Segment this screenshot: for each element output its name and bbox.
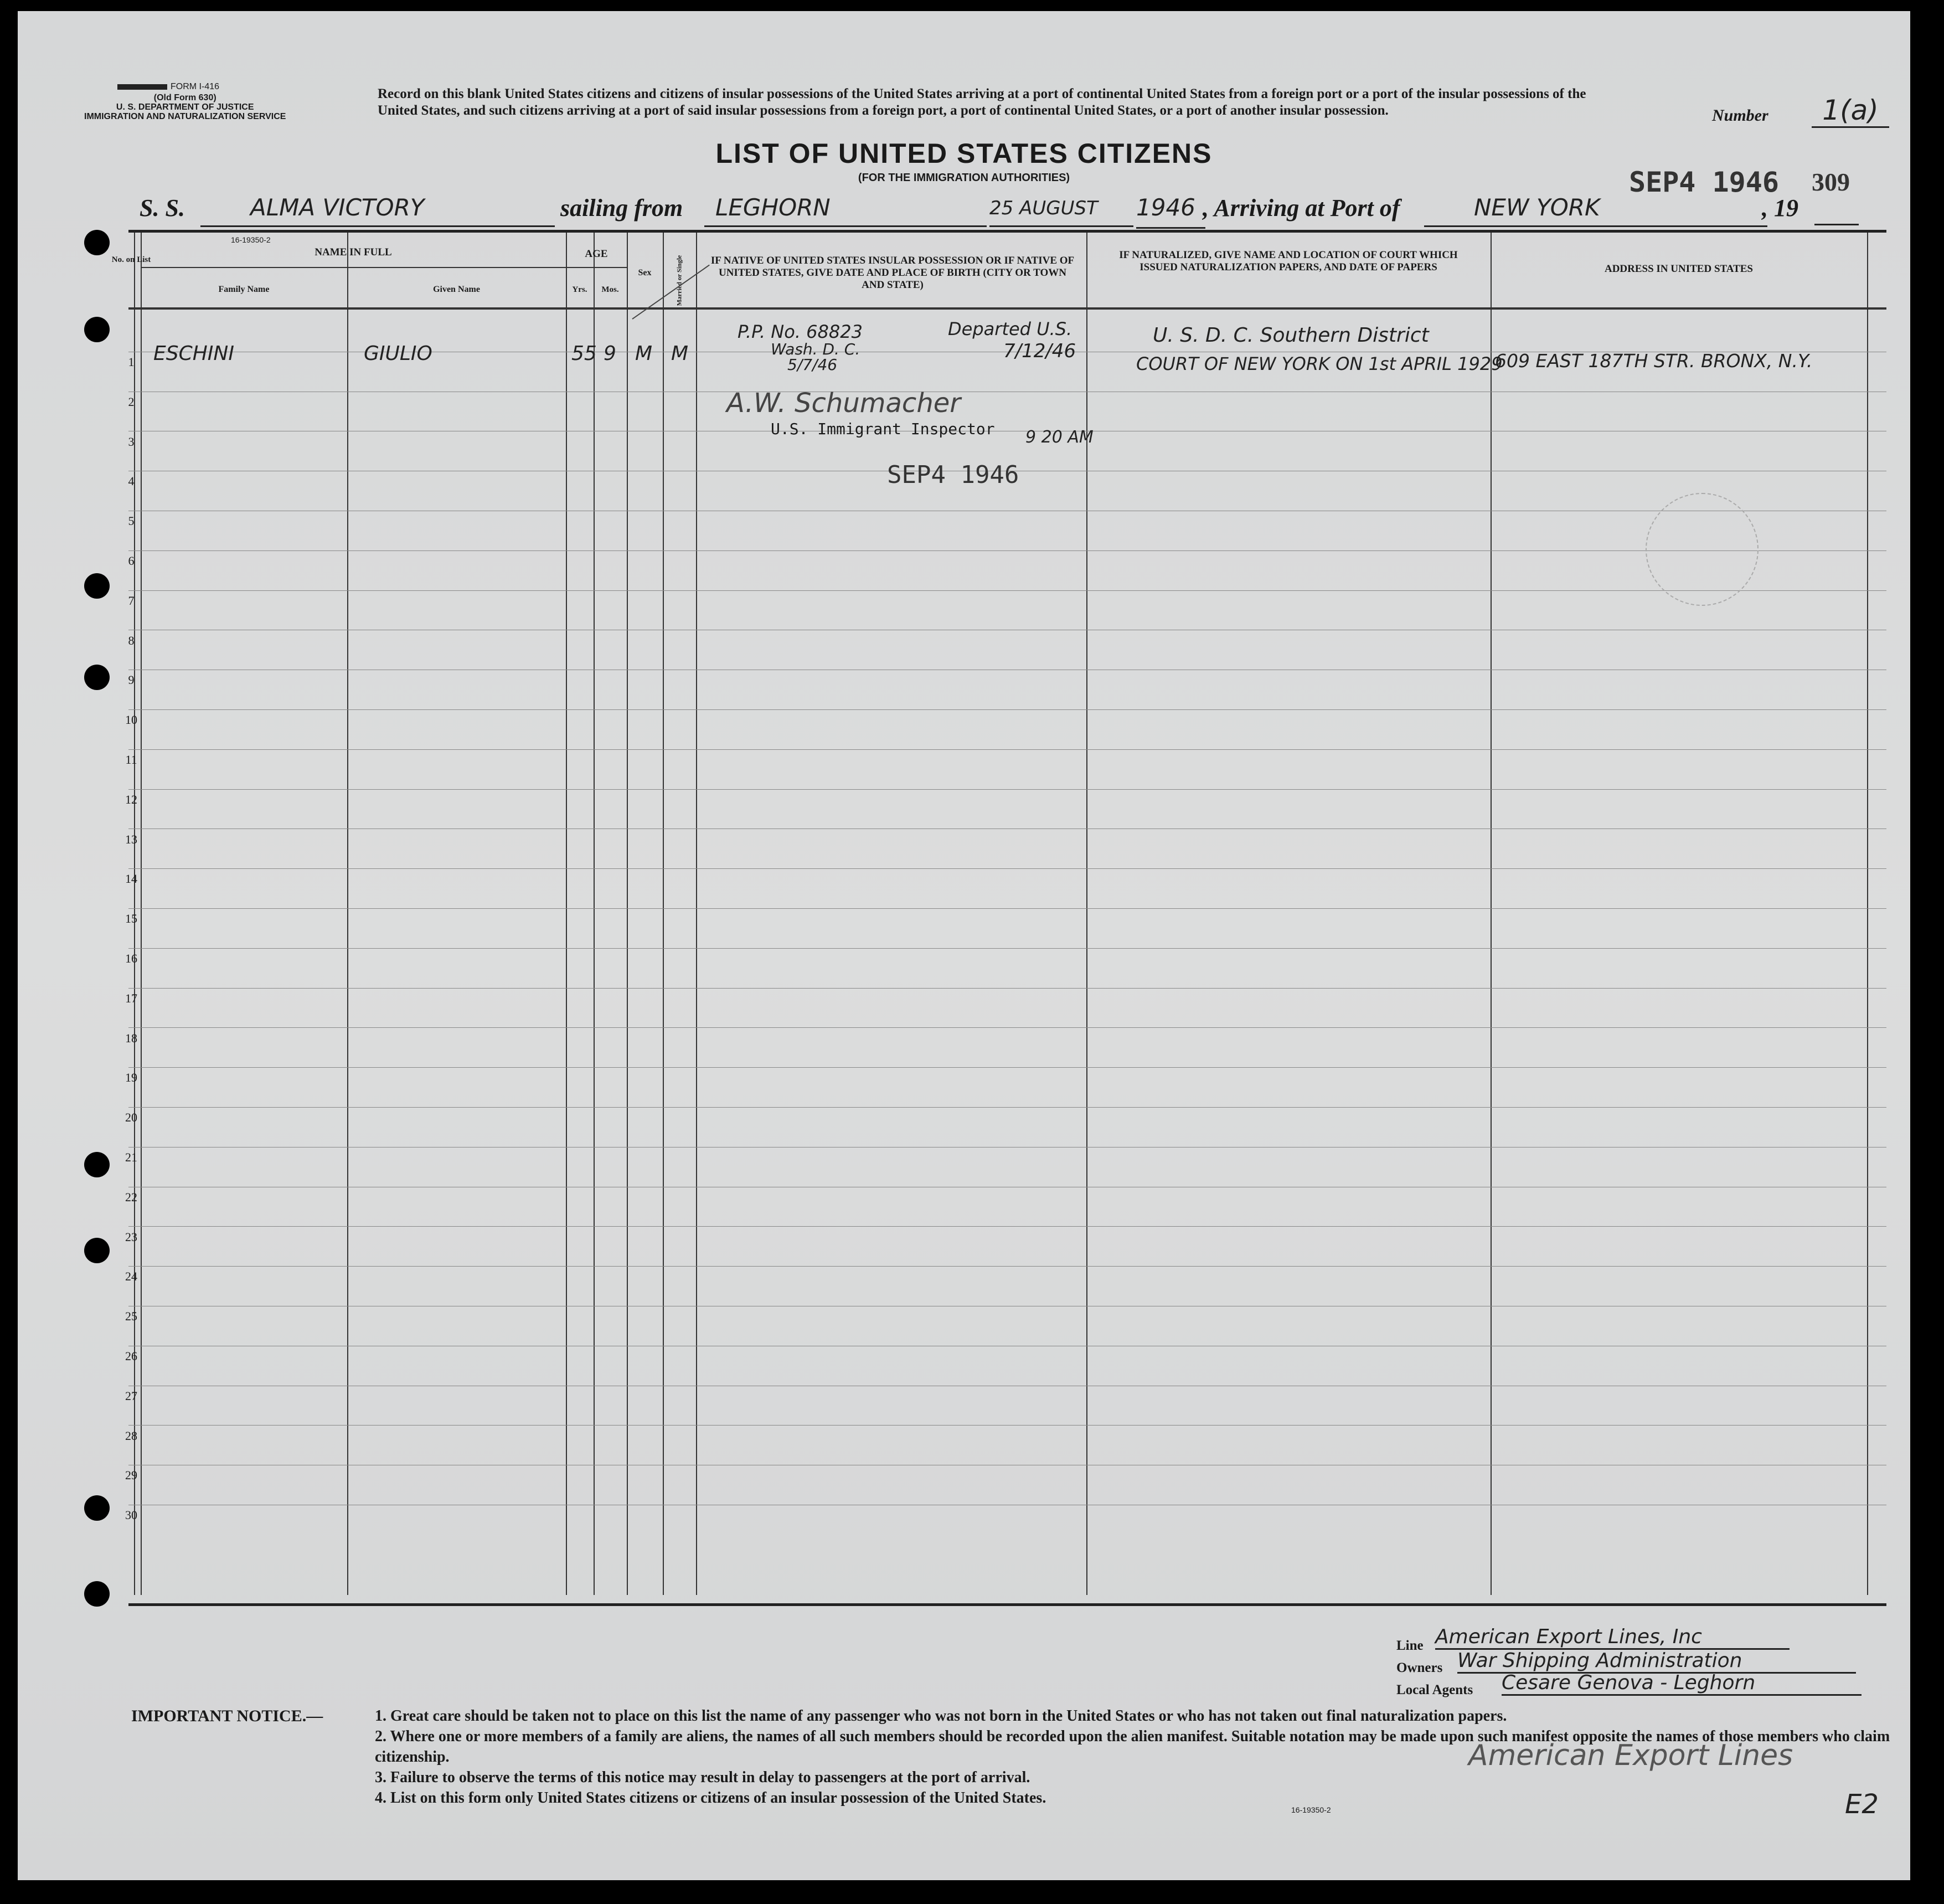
header-sex: Sex	[638, 268, 652, 277]
dept-line1: U. S. DEPARTMENT OF JUSTICE	[116, 102, 254, 112]
header-naturalized: IF NATURALIZED, GIVE NAME AND LOCATION OF COURT WHICH ISSUED NATURALIZATION PAPERS, AND DATE OF PAPERS	[1119, 249, 1458, 273]
row-number: 25	[125, 1309, 137, 1324]
arrival-port: NEW YORK	[1424, 194, 1767, 227]
row-number: 13	[125, 832, 137, 846]
row-number: 26	[125, 1349, 137, 1363]
redaction-bar	[117, 84, 167, 90]
notice-label: IMPORTANT NOTICE.—	[131, 1707, 323, 1725]
notice-item: 4. List on this form only United States citizens or citizens of an insular possession of the United States.	[375, 1789, 1046, 1807]
manifest-page	[18, 11, 1910, 1880]
row-number: 22	[125, 1190, 137, 1204]
header-no: No. on List	[111, 255, 151, 264]
sailing-year: 1946	[1136, 194, 1205, 229]
notice-item: 3. Failure to observe the terms of this notice may result in delay to passengers at the port of arrival.	[375, 1769, 1030, 1786]
arrival-year-label: , 19	[1762, 194, 1798, 222]
entry-court: U. S. D. C. Southern District	[1153, 324, 1429, 347]
table-row	[128, 1266, 1886, 1267]
sailing-label: sailing from	[560, 194, 683, 222]
row-number: 19	[125, 1071, 137, 1085]
row-number: 16	[125, 951, 137, 965]
passenger-table	[128, 230, 1886, 1606]
faint-seal	[1646, 493, 1759, 606]
row-number: 21	[125, 1150, 137, 1164]
entry-married: M	[671, 342, 689, 365]
inspector-signature: A.W. Schumacher	[726, 388, 961, 419]
binder-hole	[84, 665, 110, 690]
table-row	[128, 908, 1886, 909]
row-number: 20	[125, 1110, 137, 1125]
table-row	[128, 988, 1886, 989]
row-number: 24	[125, 1269, 137, 1284]
row-number: 4	[128, 474, 135, 488]
sailing-date: 25 AUGUST	[989, 194, 1133, 227]
footer-print-code: 16-19350-2	[1291, 1805, 1331, 1814]
table-print-code: 16-19350-2	[231, 235, 271, 244]
row-number: 23	[125, 1229, 137, 1244]
row-number: 18	[125, 1031, 137, 1045]
table-row	[128, 789, 1886, 790]
header-family: Family Name	[218, 285, 270, 294]
table-row	[128, 1067, 1886, 1068]
age-header-split	[566, 267, 627, 268]
instructions: Record on this blank United States citizens and citizens of insular possessions of the United States arriving at a port of continental United States from a foreign port or a port of the insular possessions of the United States, and such citizens arriving at a port of said insular possessions from a foreign port, a port of continental United States, or a port of another insular possession.	[378, 86, 1586, 118]
arriving-label: , Arriving at Port of	[1203, 194, 1400, 222]
entry-given-name: GIULIO	[364, 342, 432, 365]
row-number: 28	[125, 1428, 137, 1443]
binder-hole	[84, 573, 110, 599]
binder-hole	[84, 1152, 110, 1177]
entry-sex: M	[635, 342, 653, 365]
notice-item: 1. Great care should be taken not to place on this list the name of any passenger who was not born in the United States or who has not taken out final naturalization papers.	[375, 1707, 1507, 1725]
col-line	[663, 233, 664, 1595]
row-number: 1	[128, 355, 135, 369]
table-row	[128, 709, 1886, 710]
row-number: 29	[125, 1468, 137, 1483]
table-row	[128, 948, 1886, 949]
old-form: (Old Form 630)	[153, 93, 216, 102]
table-row	[128, 1226, 1886, 1227]
table-row	[128, 868, 1886, 869]
notice-item: 2. Where one or more members of a family are aliens, the names of all such members should be recorded upon the alien manifest. Suitable notation may be made upon such manifest opposite the names of those members who claim citizenship.	[375, 1728, 1890, 1766]
row-number: 27	[125, 1388, 137, 1403]
header-given: Given Name	[433, 285, 480, 294]
row-number: 11	[125, 753, 137, 766]
ship-name: ALMA VICTORY	[200, 194, 555, 227]
row-number: 3	[128, 434, 135, 449]
form-id	[117, 82, 219, 92]
col-line	[1491, 233, 1492, 1595]
arrival-stamp-number: 309	[1812, 168, 1850, 196]
line-value: American Export Lines, Inc	[1435, 1625, 1790, 1650]
entry-address: 609 EAST 187TH STR. BRONX, N.Y.	[1495, 350, 1813, 372]
header-age: AGE	[585, 248, 608, 260]
header-yrs: Yrs.	[572, 285, 587, 294]
binder-hole	[84, 1495, 110, 1521]
number-value: 1(a)	[1812, 94, 1889, 128]
page-title: LIST OF UNITED STATES CITIZENS	[715, 138, 1213, 169]
department-block	[84, 93, 286, 121]
entry-passport-date: 5/7/46	[787, 356, 838, 374]
row-number: 2	[128, 394, 135, 409]
number-label: Number	[1712, 106, 1768, 125]
header-bottom-line	[128, 307, 1886, 310]
row-number: 15	[125, 912, 137, 926]
row-number: 10	[125, 713, 137, 727]
from-port: LEGHORN	[704, 194, 987, 227]
row-number: 9	[128, 673, 135, 687]
binder-hole	[84, 230, 110, 255]
row-number: 5	[128, 514, 135, 528]
entry-age-years: 55	[571, 342, 597, 365]
col-line	[347, 233, 348, 1595]
row-number: 17	[125, 991, 137, 1005]
inspector-time: 9 20 AM	[1025, 428, 1094, 447]
owners-label: Owners	[1396, 1660, 1443, 1675]
table-row	[128, 749, 1886, 750]
col-line	[566, 233, 567, 1595]
col-line	[1867, 233, 1868, 1595]
name-header-split	[141, 267, 566, 268]
header-name: NAME IN FULL	[314, 246, 392, 258]
corner-mark: E2	[1845, 1789, 1879, 1820]
header-mos: Mos.	[601, 285, 619, 294]
entry-passport: P.P. No. 68823	[738, 321, 863, 342]
form-label: FORM I-416	[171, 82, 220, 91]
agents-label: Local Agents	[1396, 1682, 1473, 1697]
header-birth: IF NATIVE OF UNITED STATES INSULAR POSSESSION OR IF NATIVE OF UNITED STATES, GIVE DATE AND PLACE OF BIRTH (CITY OR TOWN AND STATE)	[710, 255, 1075, 291]
header-married: Married or Single	[675, 255, 683, 306]
entry-passport-place: Wash. D. C.	[771, 340, 860, 358]
table-row	[128, 1107, 1886, 1108]
company-signature-stamp: American Export Lines	[1468, 1739, 1793, 1772]
arrival-year-blank	[1814, 224, 1859, 225]
table-row	[128, 550, 1886, 551]
agents-value: Cesare Genova - Leghorn	[1502, 1671, 1862, 1696]
line-label: Line	[1396, 1638, 1424, 1653]
col-line	[627, 233, 628, 1595]
binder-hole	[84, 1581, 110, 1607]
binder-hole	[84, 317, 110, 342]
header-address: ADDRESS IN UNITED STATES	[1604, 263, 1753, 275]
arrival-stamp-date: SEP4 1946	[1629, 166, 1779, 198]
entry-court-date: COURT OF NEW YORK ON 1st APRIL 1929	[1136, 353, 1503, 374]
entry-family-name: ESCHINI	[153, 342, 234, 365]
entry-age-months: 9	[604, 342, 616, 365]
table-row	[128, 590, 1886, 591]
inspector-title: U.S. Immigrant Inspector	[771, 420, 995, 438]
row-number: 7	[128, 593, 135, 608]
table-row	[128, 1027, 1886, 1028]
dept-line2: IMMIGRATION AND NATURALIZATION SERVICE	[84, 112, 286, 121]
entry-departed-date: 7/12/46	[1003, 340, 1076, 362]
table-row	[128, 1425, 1886, 1426]
page-subtitle: (FOR THE IMMIGRATION AUTHORITIES)	[858, 172, 1070, 184]
col-line	[594, 233, 595, 1595]
owners-value: War Shipping Administration	[1457, 1649, 1856, 1674]
row-number: 8	[128, 633, 135, 647]
inspection-stamp: SEP4 1946	[887, 461, 1019, 489]
row-number: 6	[128, 554, 135, 568]
row-number: 30	[125, 1508, 137, 1522]
binder-hole	[84, 1238, 110, 1263]
entry-departed: Departed U.S.	[948, 318, 1072, 339]
col-line	[696, 233, 697, 1595]
row-number: 14	[125, 872, 137, 886]
row-number: 12	[125, 792, 137, 806]
ss-label: S. S.	[140, 194, 185, 222]
